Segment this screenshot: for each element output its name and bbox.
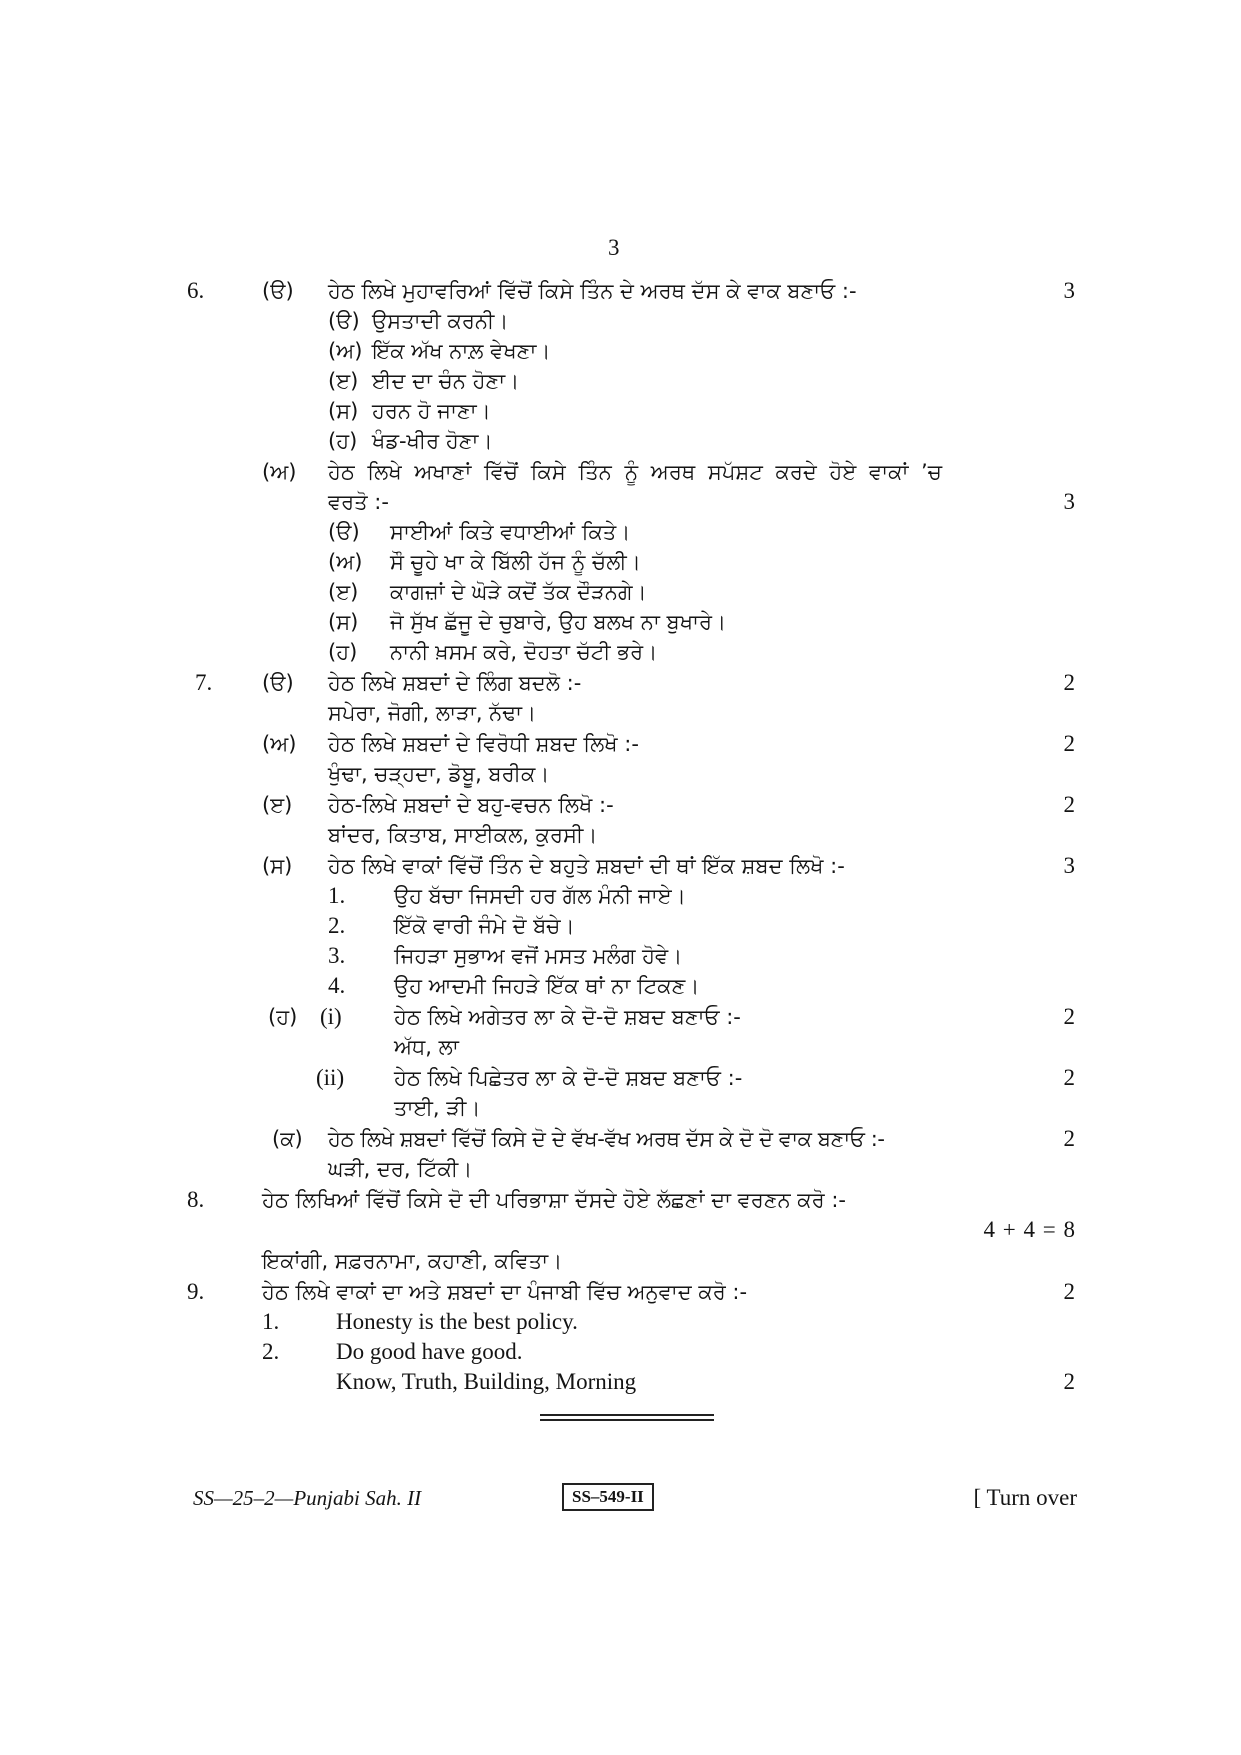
q6a-item-text: ਈਦ ਦਾ ਚੰਨ ਹੋਣਾ।	[372, 369, 520, 393]
q9-marks: 2	[1063, 1279, 1075, 1304]
q7d-item-label: 2.	[328, 913, 346, 938]
q7e-i-prompt: ਹੇਠ ਲਿਖੇ ਅਗੇਤਰ ਲਾ ਕੇ ਦੋ-ਦੋ ਸ਼ਬਦ ਬਣਾਓ :-	[394, 1005, 741, 1029]
q9-item-label: 1.	[262, 1309, 280, 1334]
q7d-item-text: ਜਿਹੜਾ ਸੁਭਾਅ ਵਜੋਂ ਮਸਤ ਮਲੰਗ ਹੋਵੇ।	[394, 944, 683, 968]
q6a-item-text: ਹਰਨ ਹੋ ਜਾਣਾ।	[372, 399, 491, 423]
q6b-item-text: ਸੌ ਚੂਹੇ ਖਾ ਕੇ ਬਿੱਲੀ ਹੱਜ ਨੂੰ ਚੱਲੀ।	[390, 550, 641, 574]
q8-words: ਇਕਾਂਗੀ, ਸਫ਼ਰਨਾਮਾ, ਕਹਾਣੀ, ਕਵਿਤਾ।	[262, 1249, 563, 1273]
q7d-marks: 3	[1063, 853, 1075, 878]
q9-words-marks: 2	[1063, 1369, 1075, 1394]
q7a-words: ਸਪੇਰਾ, ਜੋਗੀ, ਲਾੜਾ, ਨੱਢਾ।	[328, 701, 537, 725]
q7b-prompt: ਹੇਠ ਲਿਖੇ ਸ਼ਬਦਾਂ ਦੇ ਵਿਰੋਧੀ ਸ਼ਬਦ ਲਿਖੋ :-	[328, 732, 639, 756]
q6b-item-text: ਨਾਨੀ ਖ਼ਸਮ ਕਰੇ, ਦੋਹਤਾ ਚੱਟੀ ਭਰੇ।	[390, 640, 658, 664]
q6b-item-label: (ਅ)	[328, 550, 363, 574]
q6b-item-text: ਕਾਗਜ਼ਾਂ ਦੇ ਘੋੜੇ ਕਦੋਂ ਤੱਕ ਦੌੜਨਗੇ।	[390, 580, 647, 604]
q7d-item-label: 4.	[328, 973, 346, 998]
q7d-item-text: ਉਹ ਬੱਚਾ ਜਿਸਦੀ ਹਰ ਗੱਲ ਮੰਨੀ ਜਾਏ।	[394, 884, 686, 908]
q7d-prompt: ਹੇਠ ਲਿਖੇ ਵਾਕਾਂ ਵਿੱਚੋਂ ਤਿੰਨ ਦੇ ਬਹੁਤੇ ਸ਼ਬਦਾਂ ਦੀ ਥਾਂ ਇੱਕ ਸ਼ਬਦ ਲਿਖੋ :-	[328, 854, 845, 878]
question-7-number: 7.	[195, 670, 213, 695]
q6a-item-label: (ੲ)	[328, 369, 359, 393]
q7e-i-marks: 2	[1063, 1004, 1075, 1029]
q7d-item-text: ਉਹ ਆਦਮੀ ਜਿਹੜੇ ਇੱਕ ਥਾਂ ਨਾ ਟਿਕਣ।	[394, 974, 700, 998]
q6a-item-label: (ਹ)	[328, 429, 358, 453]
q7f-marks: 2	[1063, 1126, 1075, 1151]
q7b-words: ਖੁੰਢਾ, ਚੜ੍ਹਦਾ, ਡੋਬੂ, ਬਰੀਕ।	[328, 762, 550, 786]
q6b-item-label: (ਹ)	[328, 640, 358, 664]
q7a-label: (ੳ)	[262, 671, 294, 695]
q6a-item-label: (ੳ)	[328, 309, 360, 333]
q6a-label: (ੳ)	[262, 279, 294, 303]
q7c-words: ਬਾਂਦਰ, ਕਿਤਾਬ, ਸਾਈਕਲ, ਕੁਰਸੀ।	[328, 823, 598, 847]
footer-series-box: SS–549-II	[562, 1483, 654, 1511]
q6b-item-label: (ੳ)	[328, 520, 360, 544]
q7c-marks: 2	[1063, 792, 1075, 817]
q7d-item-label: 3.	[328, 943, 346, 968]
q9-item-label: 2.	[262, 1339, 280, 1364]
q6a-item-label: (ਸ)	[328, 399, 359, 423]
q9-prompt: ਹੇਠ ਲਿਖੇ ਵਾਕਾਂ ਦਾ ਅਤੇ ਸ਼ਬਦਾਂ ਦਾ ਪੰਜਾਬੀ ਵਿੱਚ ਅਨੁਵਾਦ ਕਰੋ :-	[262, 1280, 748, 1304]
q6b-item-label: (ੲ)	[328, 580, 359, 604]
q6b-item-text: ਸਾਈਆਂ ਕਿਤੇ ਵਧਾਈਆਂ ਕਿਤੇ।	[390, 520, 631, 544]
q7d-item-label: 1.	[328, 883, 346, 908]
q6b-prompt-line1: ਹੇਠ ਲਿਖੇ ਅਖਾਣਾਂ ਵਿੱਚੋਂ ਕਿਸੇ ਤਿੰਨ ਨੂੰ ਅਰਥ ਸਪੱਸ਼ਟ ਕਰਦੇ ਹੋਏ ਵਾਕਾਂ ’ਚ	[328, 460, 942, 484]
q6b-prompt-line2: ਵਰਤੋ :-	[328, 490, 389, 514]
q7e-label: (ਹ)	[268, 1005, 298, 1029]
question-9-number: 9.	[187, 1279, 205, 1304]
footer-paper-code: SS—25–2—Punjabi Sah. II	[193, 1486, 422, 1510]
q8-prompt: ਹੇਠ ਲਿਖਿਆਂ ਵਿੱਚੋਂ ਕਿਸੇ ਦੋ ਦੀ ਪਰਿਭਾਸ਼ਾ ਦੱਸਦੇ ਹੋਏ ਲੱਛਣਾਂ ਦਾ ਵਰਣਨ ਕਰੋ :-	[262, 1188, 846, 1212]
q7e-ii-marks: 2	[1063, 1065, 1075, 1090]
end-rule-bottom	[540, 1419, 714, 1421]
question-6-number: 6.	[187, 278, 205, 303]
q6a-item-text: ਖੰਡ-ਖੀਰ ਹੋਣਾ।	[372, 429, 493, 453]
q7f-words: ਘੜੀ, ਦਰ, ਟਿੱਕੀ।	[328, 1157, 473, 1181]
q7e-ii-words: ਤਾਈ, ੜੀ।	[394, 1096, 481, 1120]
q7c-label: (ੲ)	[262, 793, 293, 817]
q6a-marks: 3	[1063, 278, 1075, 303]
q9-item-text: Honesty is the best policy.	[336, 1309, 578, 1334]
q7c-prompt: ਹੇਠ-ਲਿਖੇ ਸ਼ਬਦਾਂ ਦੇ ਬਹੁ-ਵਚਨ ਲਿਖੋ :-	[328, 793, 614, 817]
q7b-label: (ਅ)	[262, 732, 297, 756]
q7a-prompt: ਹੇਠ ਲਿਖੇ ਸ਼ਬਦਾਂ ਦੇ ਲਿੰਗ ਬਦਲੋ :-	[328, 671, 582, 695]
q7e-i-label: (i)	[320, 1004, 342, 1029]
q7b-marks: 2	[1063, 731, 1075, 756]
q7a-marks: 2	[1063, 670, 1075, 695]
q6a-item-text: ਉਸਤਾਦੀ ਕਰਨੀ।	[372, 309, 509, 333]
question-8-number: 8.	[187, 1187, 205, 1212]
page-number: 3	[608, 235, 620, 260]
q6b-item-label: (ਸ)	[328, 610, 359, 634]
q7d-label: (ਸ)	[262, 854, 293, 878]
q7e-ii-label: (ii)	[316, 1065, 345, 1090]
q6b-label: (ਅ)	[262, 460, 297, 484]
q6a-item-text: ਇੱਕ ਅੱਖ ਨਾਲ਼ ਵੇਖਣਾ।	[372, 339, 551, 363]
end-rule-top	[540, 1414, 714, 1416]
q7f-label: (ਕ)	[272, 1127, 303, 1151]
q6b-item-text: ਜੋ ਸੁੱਖ ਛੱਜੂ ਦੇ ਚੁਬਾਰੇ, ਉਹ ਬਲਖ ਨਾ ਬੁਖਾਰੇ।	[390, 610, 727, 634]
q7d-item-text: ਇੱਕੋ ਵਾਰੀ ਜੰਮੇ ਦੋ ਬੱਚੇ।	[394, 914, 575, 938]
q7f-prompt: ਹੇਠ ਲਿਖੇ ਸ਼ਬਦਾਂ ਵਿੱਚੋਂ ਕਿਸੇ ਦੋ ਦੇ ਵੱਖ-ਵੱਖ ਅਰਥ ਦੱਸ ਕੇ ਦੋ ਦੋ ਵਾਕ ਬਣਾਓ :-	[328, 1127, 885, 1151]
q9-item-text: Do good have good.	[336, 1339, 523, 1364]
q6a-prompt: ਹੇਠ ਲਿਖੇ ਮੁਹਾਵਰਿਆਂ ਵਿੱਚੋਂ ਕਿਸੇ ਤਿੰਨ ਦੇ ਅਰਥ ਦੱਸ ਕੇ ਵਾਕ ਬਣਾਓ :-	[328, 279, 857, 303]
q9-words: Know, Truth, Building, Morning	[336, 1369, 637, 1394]
footer-turn-over: [ Turn over	[973, 1485, 1077, 1510]
q7e-ii-prompt: ਹੇਠ ਲਿਖੇ ਪਿਛੇਤਰ ਲਾ ਕੇ ਦੋ-ਦੋ ਸ਼ਬਦ ਬਣਾਓ :-	[394, 1066, 743, 1090]
q6a-item-label: (ਅ)	[328, 339, 363, 363]
q7e-i-words: ਅੱਧ, ਲਾ	[394, 1035, 459, 1059]
q8-marks: 4 + 4 = 8	[983, 1217, 1075, 1242]
q6b-marks: 3	[1063, 489, 1075, 514]
